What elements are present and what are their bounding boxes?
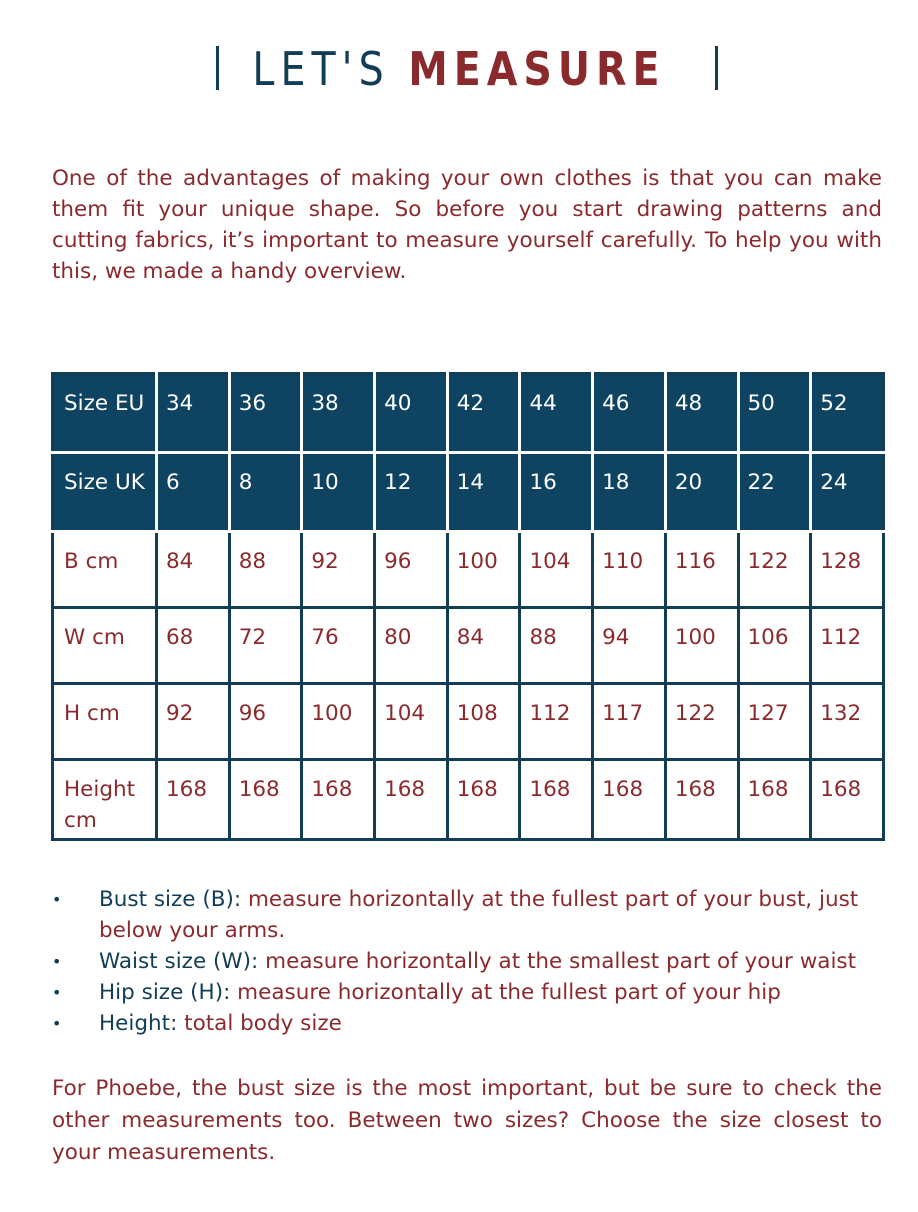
table-cell: 38 [302,374,375,453]
table-cell: 110 [593,532,666,608]
note-term: Height: [99,1011,178,1036]
bullet-icon: • [52,952,62,971]
table-cell: 100 [447,532,520,608]
table-cell: 122 [738,532,811,608]
table-cell: 34 [157,374,230,453]
table-cell: 116 [665,532,738,608]
table-cell: 84 [157,532,230,608]
row-hip [53,684,884,760]
row-label: W cm [53,608,157,684]
note-height [52,1008,882,1039]
row-label: Size EU [53,374,157,453]
note-term: Waist size (W): [99,949,259,974]
table-cell: 46 [593,374,666,453]
row-size-uk [53,453,884,532]
row-bust [53,532,884,608]
table-cell: 92 [302,532,375,608]
table-cell: 127 [738,684,811,760]
note-term: Bust size (B): [99,887,242,912]
table-cell: 16 [520,453,593,532]
table-cell: 108 [447,684,520,760]
table-cell: 168 [738,760,811,840]
table-cell: 88 [520,608,593,684]
size-chart-table [51,372,885,841]
row-label: Size UK [53,453,157,532]
table-cell: 168 [665,760,738,840]
table-cell: 76 [302,608,375,684]
table-cell: 18 [593,453,666,532]
table-cell: 112 [520,684,593,760]
row-label: H cm [53,684,157,760]
table-cell: 100 [302,684,375,760]
note-bust [52,884,882,946]
page-title [64,40,853,98]
table-cell: 94 [593,608,666,684]
table-cell: 44 [520,374,593,453]
table-cell: 168 [157,760,230,840]
table-cell: 24 [811,453,884,532]
bullet-icon: • [52,1014,62,1033]
note-hip [52,977,882,1008]
table-cell: 52 [811,374,884,453]
table-cell: 100 [665,608,738,684]
table-cell: 8 [229,453,302,532]
table-cell: 42 [447,374,520,453]
note-text: measure horizontally at the fullest part of your bust, just below your arms. [99,887,859,943]
table-cell: 84 [447,608,520,684]
table-cell: 104 [375,684,448,760]
row-label: Height cm [53,760,157,840]
table-cell: 40 [375,374,448,453]
title-right-bar [715,46,718,90]
table-cell: 96 [229,684,302,760]
table-cell: 132 [811,684,884,760]
note-text: total body size [177,1011,342,1036]
table-cell: 168 [447,760,520,840]
table-cell: 12 [375,453,448,532]
title-word-measure: MEASURE [408,42,666,96]
row-waist [53,608,884,684]
title-word-lets: LET'S [252,42,390,96]
table-cell: 72 [229,608,302,684]
intro-paragraph: One of the advantages of making your own clothes is that you can make them fit your unique shape. So before you start drawing patterns and cutting fabrics, it’s important to measure yourself carefully. To help you with this, we made a handy overview. [52,166,882,284]
note-text: measure horizontally at the fullest part of your hip [230,980,781,1005]
table-cell: 168 [593,760,666,840]
row-label: B cm [53,532,157,608]
closing-paragraph: For Phoebe, the bust size is the most important, but be sure to check the other measurements too. Between two sizes? Choose the size closest to your measurements. [52,1076,882,1165]
table-cell: 168 [302,760,375,840]
table-cell: 68 [157,608,230,684]
measurement-notes [52,884,882,1039]
table-cell: 10 [302,453,375,532]
table-cell: 117 [593,684,666,760]
table-cell: 50 [738,374,811,453]
row-height [53,760,884,840]
table-cell: 80 [375,608,448,684]
table-cell: 48 [665,374,738,453]
table-cell: 22 [738,453,811,532]
table-cell: 6 [157,453,230,532]
note-term: Hip size (H): [99,980,231,1005]
row-size-eu [53,374,884,453]
table-cell: 14 [447,453,520,532]
table-cell: 104 [520,532,593,608]
table-cell: 20 [665,453,738,532]
table-cell: 88 [229,532,302,608]
table-cell: 112 [811,608,884,684]
table-cell: 128 [811,532,884,608]
table-cell: 96 [375,532,448,608]
table-cell: 106 [738,608,811,684]
table-cell: 168 [229,760,302,840]
page-header [0,40,918,100]
bullet-icon: • [52,983,62,1002]
table-cell: 92 [157,684,230,760]
table-cell: 122 [665,684,738,760]
table-cell: 36 [229,374,302,453]
table-cell: 168 [520,760,593,840]
bullet-icon: • [52,890,62,909]
table-cell: 168 [375,760,448,840]
note-text: measure horizontally at the smallest part of your waist [258,949,857,974]
note-waist [52,946,882,977]
table-cell: 168 [811,760,884,840]
